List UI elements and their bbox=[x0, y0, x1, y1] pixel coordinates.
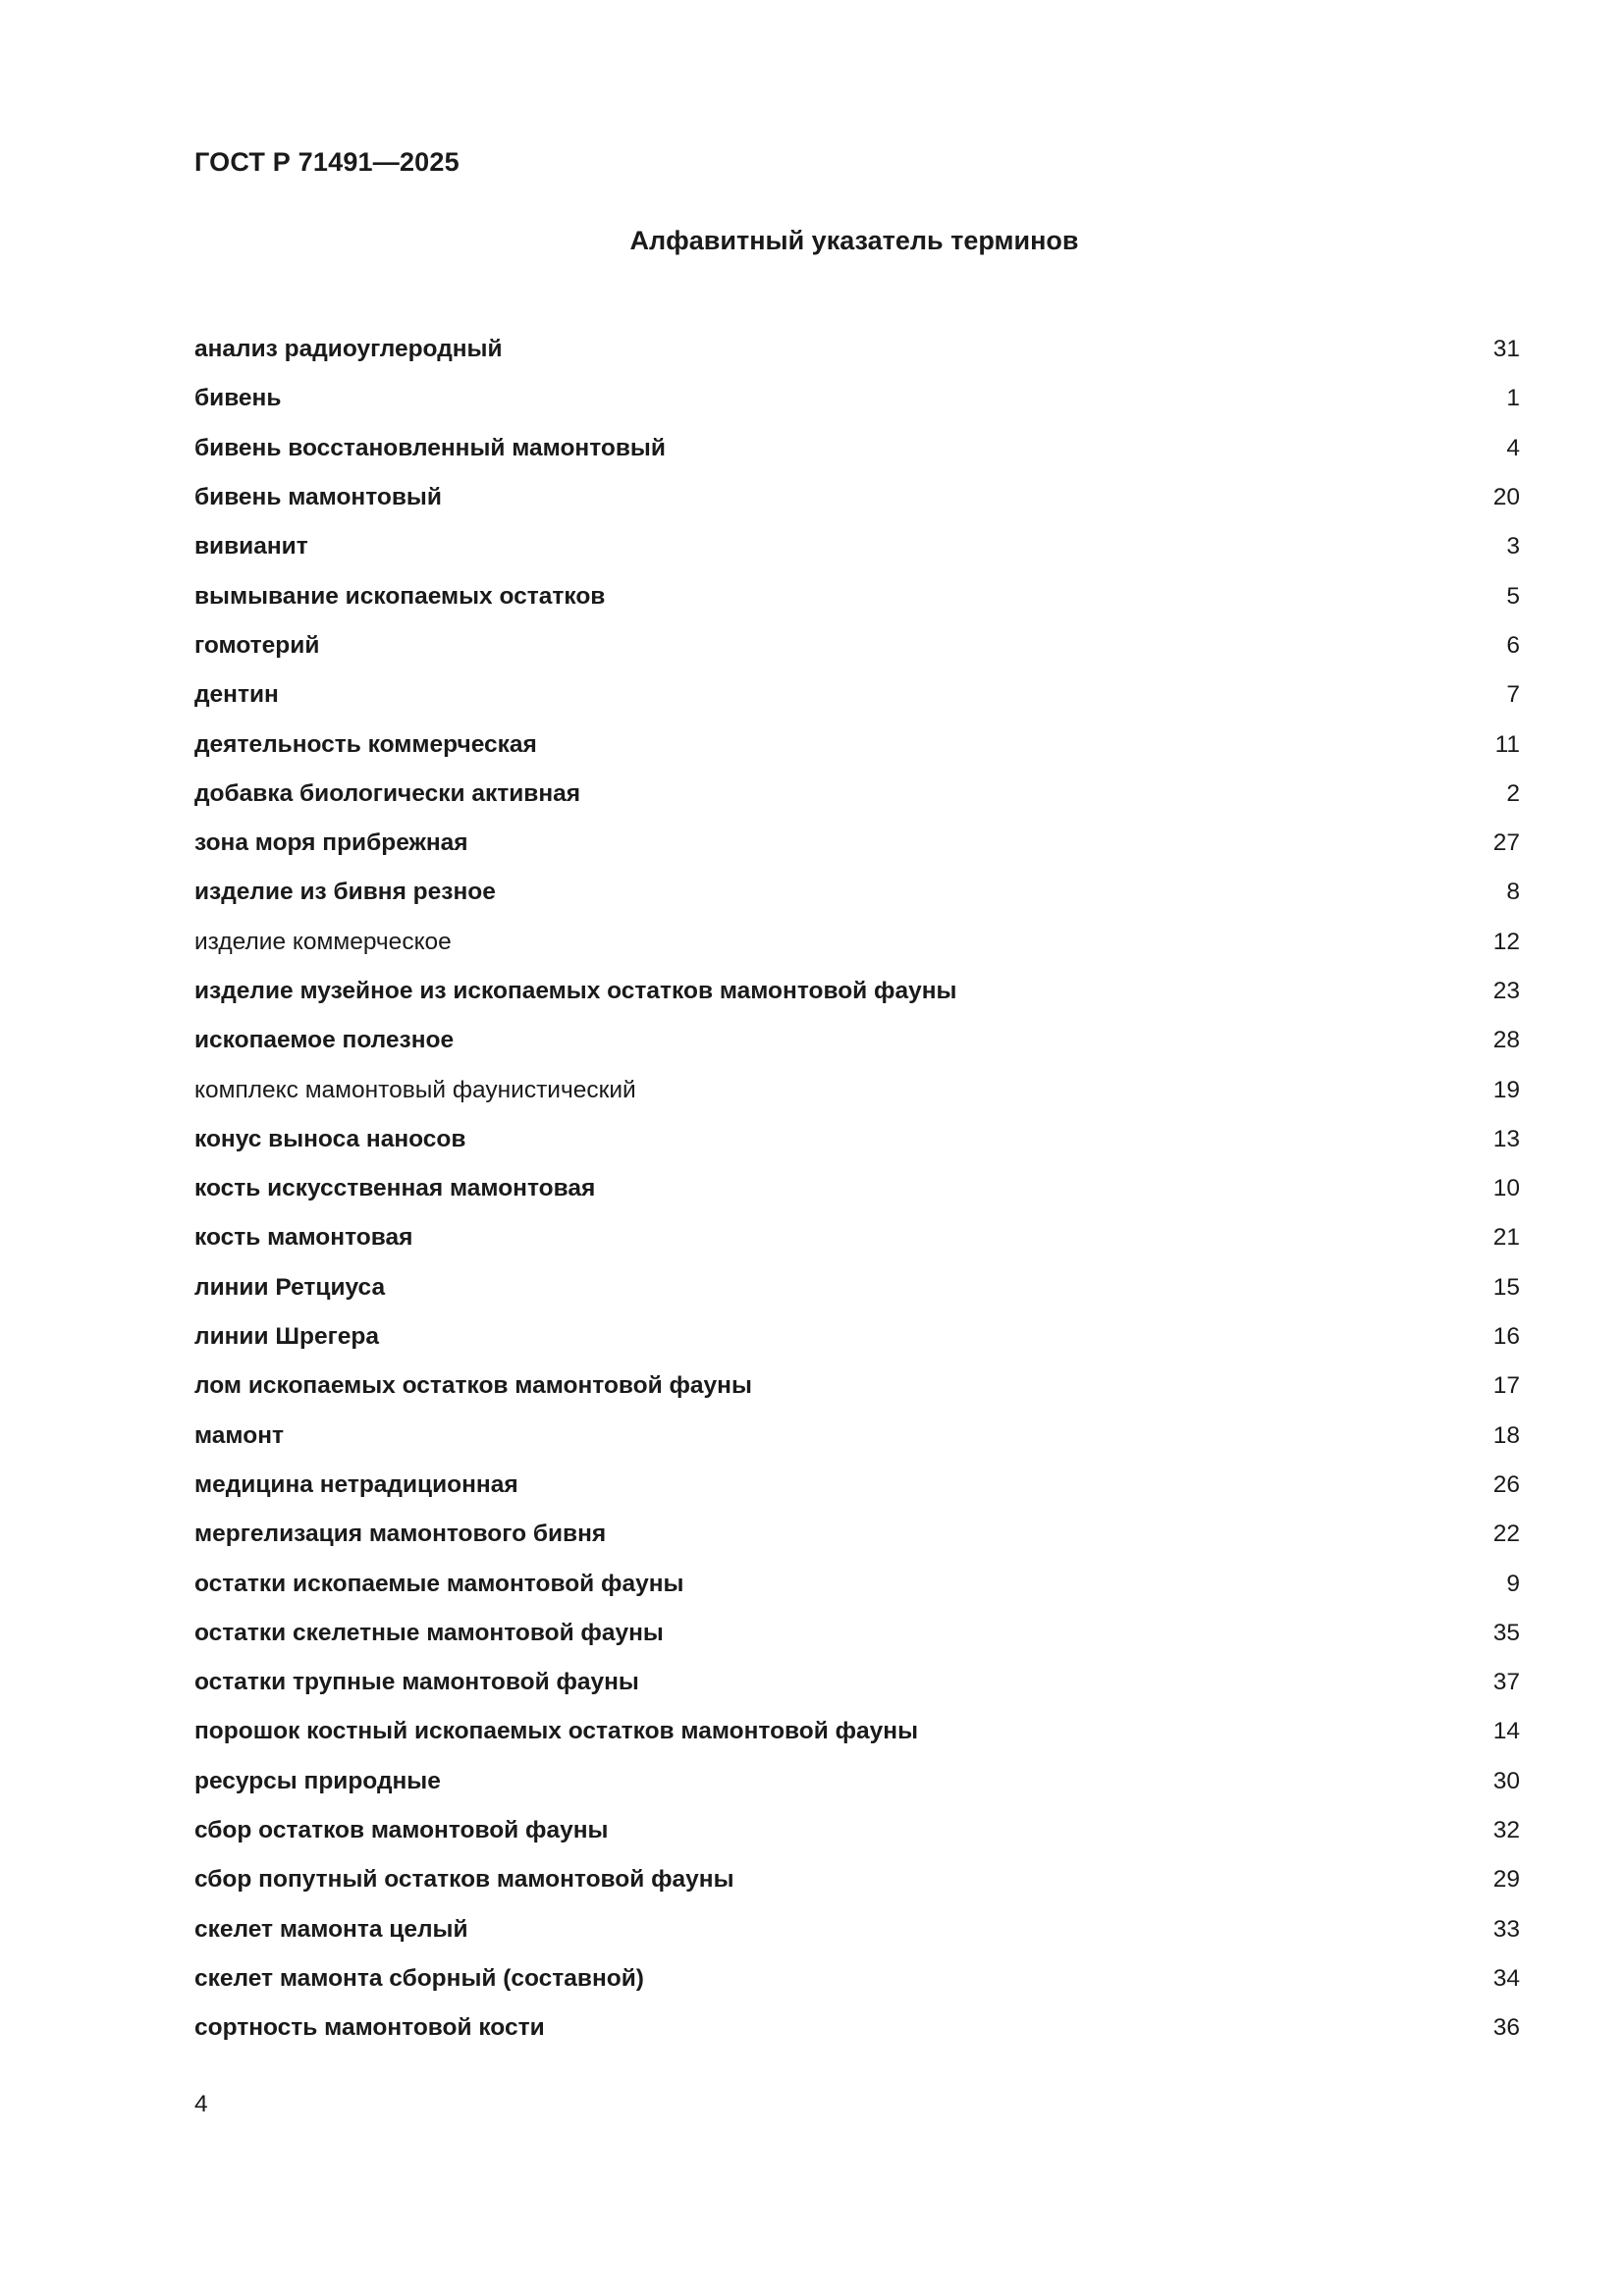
index-term: вивианит bbox=[194, 533, 308, 561]
index-term: вымывание ископаемых остатков bbox=[194, 582, 606, 610]
index-term: деятельность коммерческая bbox=[194, 730, 537, 758]
index-term: ресурсы природные bbox=[194, 1767, 441, 1794]
index-entry bbox=[194, 1213, 1520, 1262]
index-term: скелет мамонта сборный (составной) bbox=[194, 1964, 644, 1992]
index-term-number: 1 bbox=[1506, 385, 1520, 412]
index-entry bbox=[194, 1362, 1520, 1411]
index-term: бивень мамонтовый bbox=[194, 484, 442, 511]
index-entry bbox=[194, 918, 1520, 967]
index-term: изделие музейное из ископаемых остатков мамонтовой фауны bbox=[194, 978, 957, 1004]
index-term: остатки ископаемые мамонтовой фауны bbox=[194, 1570, 684, 1597]
index-term-number: 23 bbox=[1492, 978, 1520, 1004]
index-term: скелет мамонта целый bbox=[194, 1915, 468, 1943]
index-term: дентин bbox=[194, 681, 279, 709]
index-entry bbox=[194, 621, 1520, 670]
index-term-number: 3 bbox=[1506, 533, 1520, 561]
index-entry bbox=[194, 1609, 1520, 1658]
index-term: кость мамонтовая bbox=[194, 1224, 413, 1252]
index-entry bbox=[194, 670, 1520, 720]
index-term: сбор остатков мамонтовой фауны bbox=[194, 1817, 609, 1844]
page-title: Алфавитный указатель терминов bbox=[629, 226, 1079, 255]
index-term-number: 29 bbox=[1492, 1866, 1520, 1894]
index-term-number: 13 bbox=[1492, 1125, 1520, 1152]
index-term-number: 22 bbox=[1492, 1521, 1520, 1548]
index-term: анализ радиоуглеродный bbox=[194, 336, 503, 363]
index-entry bbox=[194, 1954, 1520, 2003]
index-entry bbox=[194, 1164, 1520, 1213]
index-term-number: 9 bbox=[1506, 1570, 1520, 1597]
index-term: кость искусственная мамонтовая bbox=[194, 1175, 596, 1202]
index-term-number: 36 bbox=[1492, 2014, 1520, 2042]
index-term: линии Шрегера bbox=[194, 1323, 379, 1351]
index-term-number: 37 bbox=[1492, 1669, 1520, 1696]
index-entry bbox=[194, 1806, 1520, 1855]
index-entry bbox=[194, 720, 1520, 769]
index-entry bbox=[194, 1658, 1520, 1707]
index-entry bbox=[194, 1016, 1520, 1065]
index-term-number: 33 bbox=[1492, 1915, 1520, 1943]
index-entry bbox=[194, 1510, 1520, 1559]
index-term-number: 14 bbox=[1492, 1718, 1520, 1745]
index-term-number: 35 bbox=[1492, 1619, 1520, 1646]
index-term: порошок костный ископаемых остатков мамонтовой фауны bbox=[194, 1718, 919, 1745]
index-term-number: 34 bbox=[1492, 1964, 1520, 1992]
index-term: изделие из бивня резное bbox=[194, 879, 496, 906]
index-term: мамонт bbox=[194, 1421, 284, 1449]
index-term: конус выноса наносов bbox=[194, 1125, 466, 1152]
index-term-number: 8 bbox=[1506, 879, 1520, 906]
index-entry bbox=[194, 374, 1520, 423]
index-term: мергелизация мамонтового бивня bbox=[194, 1521, 607, 1548]
index-term: зона моря прибрежная bbox=[194, 829, 468, 857]
index-term-number: 32 bbox=[1492, 1817, 1520, 1844]
index-term-number: 19 bbox=[1492, 1076, 1520, 1103]
index-entry bbox=[194, 2003, 1520, 2053]
index-entry bbox=[194, 1855, 1520, 1904]
index-term-number: 26 bbox=[1492, 1470, 1520, 1498]
index-entry bbox=[194, 1412, 1520, 1461]
index-entry bbox=[194, 1757, 1520, 1806]
index-term: комплекс мамонтовый фаунистический bbox=[194, 1076, 636, 1103]
index-entry bbox=[194, 1065, 1520, 1114]
document-code: ГОСТ Р 71491—2025 bbox=[194, 147, 460, 177]
index-term-number: 4 bbox=[1506, 434, 1520, 461]
index-entry bbox=[194, 967, 1520, 1016]
index-entry bbox=[194, 770, 1520, 819]
index-term-number: 30 bbox=[1492, 1767, 1520, 1794]
index-term: изделие коммерческое bbox=[194, 928, 452, 955]
index-term-number: 27 bbox=[1492, 829, 1520, 857]
page-number: 4 bbox=[194, 2091, 208, 2117]
index-entry bbox=[194, 473, 1520, 522]
index-entry bbox=[194, 868, 1520, 917]
index-entry bbox=[194, 1905, 1520, 1954]
index-term-number: 11 bbox=[1494, 730, 1520, 758]
index-term: остатки скелетные мамонтовой фауны bbox=[194, 1619, 664, 1646]
index-term-number: 10 bbox=[1492, 1175, 1520, 1202]
index-entry bbox=[194, 1312, 1520, 1362]
index-term-number: 20 bbox=[1492, 484, 1520, 511]
index-entry bbox=[194, 1115, 1520, 1164]
index-term: линии Ретциуса bbox=[194, 1273, 386, 1301]
index-term-number: 12 bbox=[1492, 928, 1520, 955]
index-entry bbox=[194, 325, 1520, 374]
index-term: медицина нетрадиционная bbox=[194, 1470, 518, 1498]
index-term: сортность мамонтовой кости bbox=[194, 2014, 545, 2042]
index-term: лом ископаемых остатков мамонтовой фауны bbox=[194, 1372, 752, 1400]
index-term-number: 15 bbox=[1492, 1273, 1520, 1301]
index-term-number: 31 bbox=[1492, 336, 1520, 363]
index-entry bbox=[194, 1559, 1520, 1608]
index-term-number: 21 bbox=[1492, 1224, 1520, 1252]
index-entry bbox=[194, 1461, 1520, 1510]
index-term: сбор попутный остатков мамонтовой фауны bbox=[194, 1866, 734, 1894]
index-term-number: 17 bbox=[1492, 1372, 1520, 1400]
index-term-number: 2 bbox=[1506, 779, 1520, 807]
index-term: добавка биологически активная bbox=[194, 779, 581, 807]
term-index-list bbox=[194, 325, 1520, 2053]
index-term: остатки трупные мамонтовой фауны bbox=[194, 1669, 639, 1696]
index-entry bbox=[194, 1263, 1520, 1312]
index-term-number: 7 bbox=[1506, 681, 1520, 709]
index-entry bbox=[194, 424, 1520, 473]
index-entry bbox=[194, 1707, 1520, 1756]
index-term: гомотерий bbox=[194, 631, 320, 659]
index-term: ископаемое полезное bbox=[194, 1027, 455, 1054]
index-term-number: 28 bbox=[1492, 1027, 1520, 1054]
index-term-number: 18 bbox=[1492, 1421, 1520, 1449]
index-term: бивень bbox=[194, 385, 282, 412]
index-entry bbox=[194, 571, 1520, 620]
index-entry bbox=[194, 522, 1520, 571]
index-term-number: 16 bbox=[1492, 1323, 1520, 1351]
index-term: бивень восстановленный мамонтовый bbox=[194, 434, 666, 461]
index-term-number: 5 bbox=[1506, 582, 1520, 610]
index-entry bbox=[194, 819, 1520, 868]
index-term-number: 6 bbox=[1506, 631, 1520, 659]
